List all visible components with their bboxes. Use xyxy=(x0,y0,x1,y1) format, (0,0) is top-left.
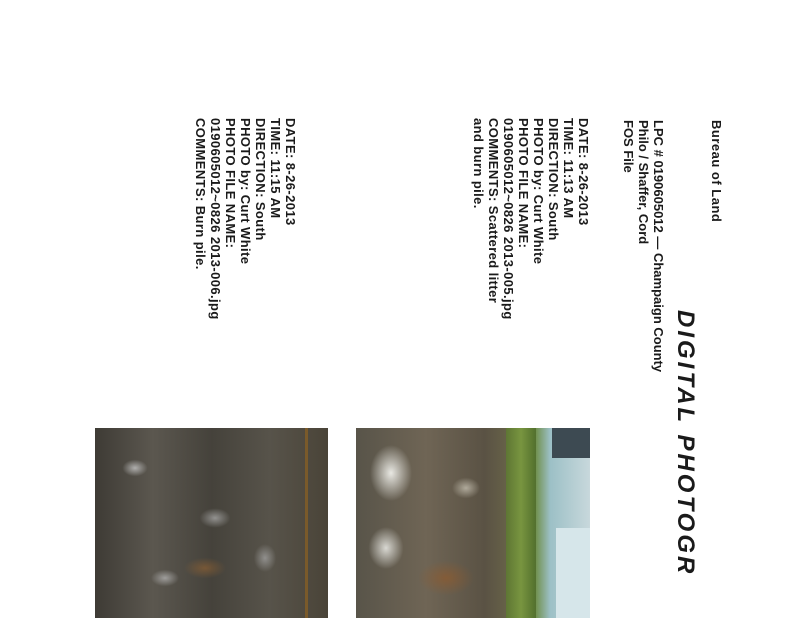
photo-1-description xyxy=(471,118,591,320)
photo-file-label: PHOTO FILE NAME: xyxy=(223,118,238,249)
grass-strip xyxy=(506,428,536,618)
document-title: DIGITAL PHOTOGR xyxy=(672,310,699,577)
site-name: Philo / Shaffer, Cord xyxy=(636,120,651,245)
photo-author: PHOTO by: Curt White xyxy=(238,118,253,265)
photo-2-description xyxy=(193,118,298,320)
photo-comments: COMMENTS: Scattered litter xyxy=(486,118,501,304)
photo-burn-pile xyxy=(95,428,328,618)
photo-date: DATE: 8-26-2013 xyxy=(283,118,298,226)
lpc-number: LPC # 0190605012 — Champaign County xyxy=(651,120,666,373)
site-info xyxy=(621,120,666,372)
photo-comments: COMMENTS: Burn pile. xyxy=(193,118,208,270)
photo-file-label: PHOTO FILE NAME: xyxy=(516,118,531,249)
building-roof xyxy=(552,428,590,458)
photo-scattered-litter xyxy=(356,428,590,618)
agency-name: Bureau of Land xyxy=(709,120,724,223)
photo-direction: DIRECTION: South xyxy=(253,118,268,241)
photo-author: PHOTO by: Curt White xyxy=(531,118,546,265)
photo-comments-cont: and burn pile. xyxy=(471,118,486,209)
photo-date: DATE: 8-26-2013 xyxy=(576,118,591,226)
photo-file-name: 0190605012~0826 2013-005.jpg xyxy=(501,118,516,320)
photo-time: TIME: 11:13 AM xyxy=(561,118,576,219)
photo-file-name: 0190605012~0826 2013-006.jpg xyxy=(208,118,223,320)
photo-direction: DIRECTION: South xyxy=(546,118,561,241)
photo-time: TIME: 11:15 AM xyxy=(268,118,283,219)
stick xyxy=(305,428,308,618)
building xyxy=(556,528,590,618)
file-type: FOS File xyxy=(621,120,636,173)
